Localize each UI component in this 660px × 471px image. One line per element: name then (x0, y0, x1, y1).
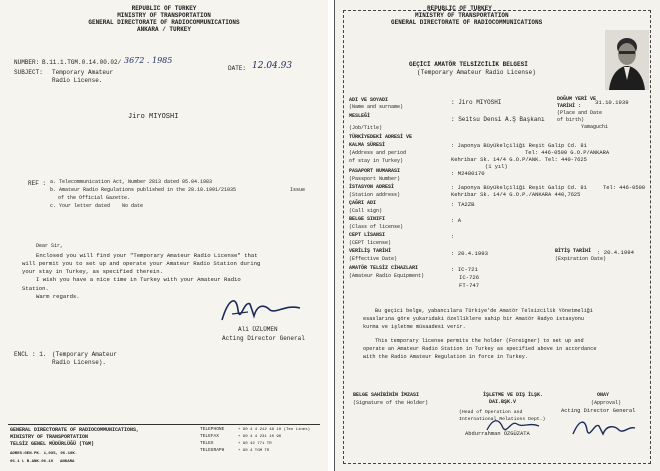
ref-no-date: No date (122, 203, 144, 209)
footer-line: GENERAL DIRECTORATE OF RADIOCOMMUNICATIONS, (10, 427, 140, 433)
footer-line: ADRES:GEN.PK. 1,035, 06.10K. (10, 452, 78, 456)
letter-header-line: REPUBLIC OF TURKEY (131, 5, 197, 12)
expiry-label-en: (Expiration Date) (555, 256, 607, 262)
field-label-en: (Effective Date) (349, 256, 398, 262)
footer-contact-value: + 90 4 TGM TR (238, 449, 270, 453)
enclosure-line: Radio License). (52, 359, 107, 366)
field-label-en: of stay in Turkey) (349, 158, 404, 164)
date-label: DATE: (228, 65, 247, 72)
footer-contact-value: + 90 4 4 231 10 96 (238, 435, 282, 439)
field-label-en: (Amateur Radio Equipment) (349, 273, 425, 279)
ref-issue-word: Issue (290, 187, 306, 193)
director-signature (214, 290, 306, 328)
number-value: B.11.1.TGM.0.14.00.02/ (42, 59, 122, 66)
footer-contact-value: + 90 42 771 TR (238, 442, 272, 446)
subject-line: Radio License. (52, 77, 103, 84)
birth-label-en: (Place and Date (557, 110, 603, 116)
field-value-address-tel: Tel: 446-0500 G.O.P/ANKARA (525, 150, 610, 156)
operations-sign-label: İŞLETME VE DIŞ İLŞK. (483, 392, 544, 398)
enclosure-line: (Temporary Amateur (52, 351, 117, 358)
field-value-job: : Seitsu Densi A.Ş Başkanı (451, 116, 545, 123)
field-value-station: : Japonya Büyükelçiliği Reşit Galip Cd. 81 (451, 185, 587, 191)
field-label-en: (Station address) (349, 192, 401, 198)
field-label-tr: ÇAĞRI ADI (349, 200, 377, 206)
operations-sign-label: DAI.BŞK.V (489, 399, 517, 405)
birth-label-en: of birth) (557, 117, 585, 123)
cover-letter (0, 0, 328, 471)
birth-label: DOĞUM YERİ VE (557, 96, 597, 102)
field-value-address-line2: Kehribar Sk. 14/4 G.O.P/ANK. Tel: 440-7625 (451, 157, 587, 163)
permit-text-tr: esaslarına göre yukarıdaki özelliklere sahip bir Amatör Radyo istasyonu (363, 316, 585, 322)
field-label-tr: BELGE SINIFI (349, 216, 386, 222)
approval-label-en: (Approval) (591, 400, 622, 406)
footer-divider (8, 424, 320, 425)
footer-contact-label: TELEX (200, 441, 214, 446)
permit-text-en: with the Radio Amateur Regulation in force in Turkey. (363, 354, 528, 360)
approval-label: ONAY (597, 392, 610, 398)
permit-text-en: This temporary license permits the holder (Foreigner) to set up and (375, 338, 584, 344)
footer-line: TELSİZ GENEL MÜDÜRLÜĞÜ (TGM) (10, 441, 95, 447)
holder-signature-label: BELGE SAHİBİNİN İMZASI (353, 392, 420, 398)
operations-signer-name: Abdurrahman ÖZGÜZATA (465, 431, 530, 437)
date-handwritten: 12.04.93 (252, 61, 293, 71)
letter-body-line: Warm regards. (36, 293, 80, 300)
ref-line: a. Telecommunication Act, Number 2813 dated 05.04.1983 (50, 179, 213, 185)
field-value-equipment: FT-747 (459, 282, 480, 289)
field-value-stay-period: (1 yıl) (485, 164, 508, 170)
license-header-line: GENERAL DIRECTORATE OF RADIOCOMMUNICATIONS (391, 19, 543, 26)
ref-line: b. Amateur Radio Regulations published in the 28.10.1991/21035 (50, 187, 237, 193)
holder-photo (605, 30, 649, 90)
field-value-equipment: IC-726 (459, 274, 480, 281)
signer-name: Ali ÜZLÜMEN (238, 326, 278, 333)
ref-label: REF : (28, 180, 47, 187)
field-label-en: (Name and surname) (349, 104, 404, 110)
field-label-tr: VERİLİŞ TARİHİ (349, 248, 392, 254)
letter-body-line: Dear Sir, (36, 243, 64, 249)
ref-line: of the Official Gazette. (58, 195, 131, 201)
letter-body-line: I wish you have a nice time in Turkey with your Amateur Radio (36, 276, 241, 283)
field-label-en: (Passport Number) (349, 176, 401, 182)
field-value-effective-date: : 20.4.1993 (451, 250, 488, 257)
signer-title: Acting Director General (222, 335, 305, 342)
operations-sign-label-en: (Head of Operation and (459, 410, 523, 415)
field-label-en: (CEPT license) (349, 240, 392, 246)
field-label-tr: AMATÖR TELSİZ CİHAZLARI (349, 265, 419, 271)
recipient-name: Jiro MIYOSHI (128, 113, 179, 121)
field-value-station-line2: Kehribar Sk. 14/4 G.O.P./ANKARA 440,7625 (451, 192, 581, 198)
permit-text-tr: Bu geçici belge, yabancılara Türkiye'de Amatör Telsizcilik Yönetmeliği (375, 308, 593, 314)
field-label-tr: İSTASYON ADRESİ (349, 184, 395, 190)
approval-title: Acting Director General (561, 408, 636, 414)
field-label-tr: MESLEĞİ (349, 113, 371, 119)
field-label-en: (Job/Title) (349, 125, 383, 131)
approval-signature (567, 414, 637, 442)
letter-body-line: Station. (22, 285, 49, 292)
expiry-label: BİTİŞ TARİHİ (555, 248, 592, 254)
number-handwritten: 3672 . 1985 (124, 56, 173, 65)
footer-line: 06.1 L B.ANK.06.10 (10, 460, 54, 464)
footer-line: ANKARA (60, 460, 75, 464)
field-label-tr: TÜRKİYEDEKİ ADRESİ VE (349, 134, 413, 140)
field-label-en: (Class of license) (349, 224, 404, 230)
field-label-en: (Call sign) (349, 208, 383, 214)
ref-line: c. Your letter dated (50, 203, 111, 209)
field-value-passport: : M2480170 (451, 170, 485, 177)
footer-contact-value: + 90 4 4 212 48 10 (Ten Lines) (238, 428, 311, 432)
subject-label: SUBJECT: (14, 69, 43, 76)
letter-header-line: MINISTRY OF TRANSPORTATION (117, 12, 211, 19)
field-value-address: : Japonya Büyükelçiliği Reşit Galip Cd. 81 (451, 143, 587, 149)
license-header-line: MINISTRY OF TRANSPORTATION (415, 12, 509, 19)
license-subtitle: (Temporary Amateur Radio License) (417, 69, 536, 76)
operations-sign-label-en: International Relations Dept.) (459, 417, 546, 422)
number-label: NUMBER: (14, 59, 40, 66)
holder-signature-label-en: (Signature of the Holder) (353, 400, 429, 406)
field-label-tr: ADI VE SOYADI (349, 97, 389, 103)
letter-header-line: ANKARA / TURKEY (136, 26, 191, 33)
letter-header-line: GENERAL DIRECTORATE OF RADIOCOMMUNICATIONS (88, 19, 240, 26)
temporary-license (334, 0, 660, 471)
field-label-tr: PASAPORT NUMARASI (349, 168, 401, 174)
field-label-tr: KALMA SÜRESİ (349, 142, 386, 148)
permit-text-en: operate an Amateur Radio Station in Turkey as specified above in accordance (363, 346, 597, 352)
field-label-en: (Address and period (349, 150, 407, 156)
subject-line: Temporary Amateur (52, 69, 114, 76)
license-title: GEÇİCİ AMATÖR TELSİZCİLİK BELGESİ (409, 61, 528, 68)
footer-contact-label: TELEFAX (200, 434, 219, 439)
license-header-line: REPUBLIC OF TURKEY (427, 5, 492, 12)
footer-contact-label: TELEPHONE (200, 427, 225, 432)
footer-contact-label: TELEGRAPH (200, 448, 225, 453)
letter-body-line: Enclosed you will find your "Temporary Amateur Radio License" that (36, 252, 258, 259)
field-value-cept: : (451, 233, 455, 240)
field-value-class: : A (451, 217, 462, 224)
birth-place: Yamaguchi (581, 124, 609, 130)
letter-body-line: your stay in Turkey, as specified therein. (22, 268, 163, 275)
field-value-name: : Jiro MIYOSHI (451, 99, 502, 106)
birth-date: 31.10.1939 (595, 99, 629, 106)
letter-body-line: will permit you to set up and operate your Amateur Radio Station during (22, 260, 261, 267)
field-label-tr: CEPT LİSANSI (349, 232, 386, 238)
footer-line: MINISTRY OF TRANSPORTATION (10, 434, 89, 440)
enclosure-label: ENCL : 1. (14, 351, 47, 358)
field-value-station-tel: Tel: 446-0500 (603, 185, 646, 191)
birth-label: TARİHİ : (557, 103, 582, 109)
expiry-value: : 20.4.1994 (597, 249, 634, 256)
field-value-callsign: : TA2ZB (451, 201, 475, 208)
field-value-equipment: : IC-721 (451, 266, 478, 273)
permit-text-tr: kurma ve işletme müsaadesi verir. (363, 324, 466, 330)
